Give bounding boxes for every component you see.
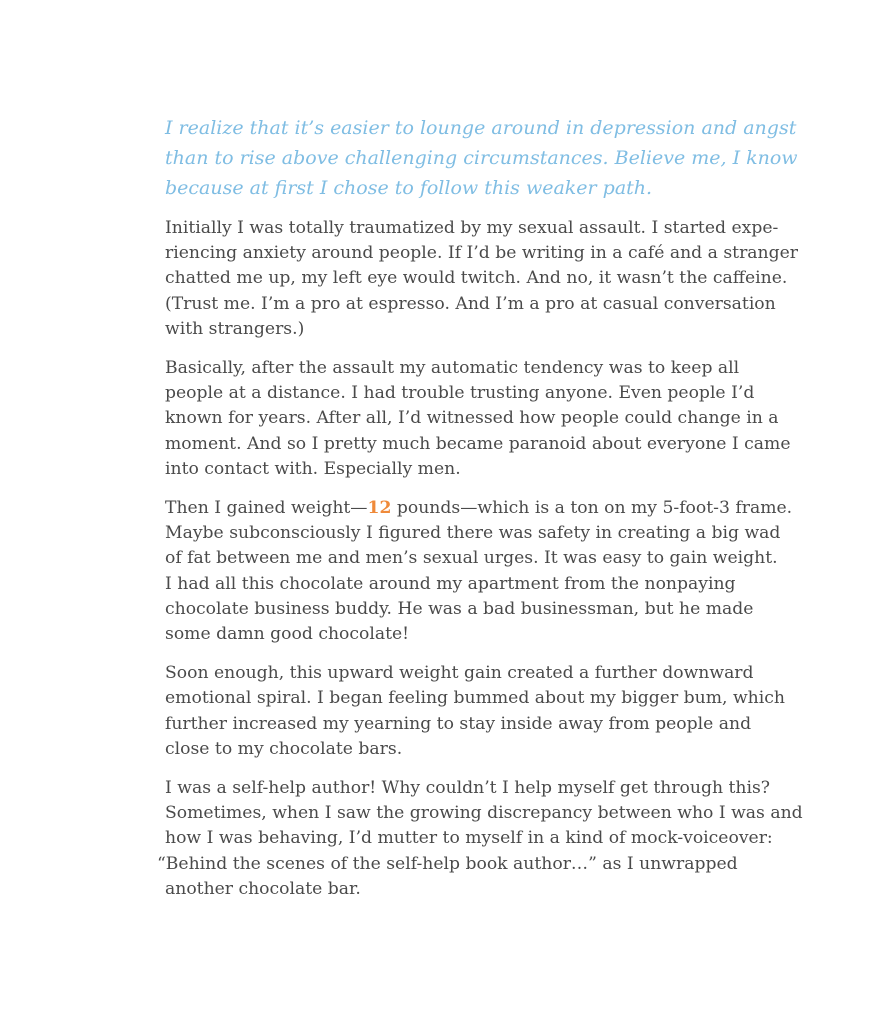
text-line: with strangers.) [165,318,305,339]
pull-quote-line: I realize that it’s easier to lounge around in depression and angst [165,117,797,139]
text-line: Sometimes, when I saw the growing discrepancy between who I was and [165,803,803,824]
text-line: “Behind the scenes of the self-help book author…” as I unwrapped [157,853,738,874]
pull-quote-line: because at first I chose to follow this weaker path. [165,177,653,199]
text-line: chatted me up, my left eye would twitch. And no, it wasn’t the caffeine. [165,268,788,289]
text-segment: Then I gained weight— [165,498,368,519]
text-segment: pounds—which is a ton on my 5-foot-3 frame. [391,498,793,519]
text-line: riencing anxiety around people. If I’d be writing in a café and a stranger [165,243,798,264]
text-line: known for years. After all, I’d witnessed how people could change in a [165,408,779,429]
paragraph-5 [157,776,815,902]
pull-quote [165,113,805,203]
text-line: (Trust me. I’m a pro at espresso. And I’m a pro at casual conversation [165,293,776,314]
text-line-first [165,496,815,521]
highlighted-number: 12 [367,498,392,519]
body-text [157,216,815,916]
text-line: emotional spiral. I began feeling bummed about my bigger bum, which [165,688,785,709]
paragraph-3 [165,496,815,647]
paragraph-1 [165,216,815,342]
text-line: Soon enough, this upward weight gain created a further downward [165,663,754,684]
text-line: some damn good chocolate! [165,624,410,645]
text-line: Maybe subconsciously I figured there was safety in creating a big wad [165,523,781,544]
text-line: further increased my yearning to stay inside away from people and [165,713,752,734]
text-line: of fat between me and men’s sexual urges. It was easy to gain weight. [165,548,778,569]
text-line: another chocolate bar. [165,878,361,899]
text-line: how I was behaving, I’d mutter to myself in a kind of mock-voiceover: [165,828,773,849]
text-line: Initially I was totally traumatized by my sexual assault. I started expe- [165,218,779,238]
text-line: I was a self-help author! Why couldn’t I help myself get through this? [165,778,771,799]
text-line: into contact with. Especially men. [165,458,461,479]
paragraph-2 [165,356,815,482]
text-line: chocolate business buddy. He was a bad businessman, but he made [165,598,754,619]
text-line: people at a distance. I had trouble trusting anyone. Even people I’d [165,383,755,404]
text-line: I had all this chocolate around my apartment from the nonpaying [165,573,736,594]
text-line: moment. And so I pretty much became paranoid about everyone I came [165,433,791,454]
text-line: Basically, after the assault my automatic tendency was to keep all [165,358,740,379]
text-line: close to my chocolate bars. [165,738,403,759]
paragraph-4 [165,661,815,762]
pull-quote-line: than to rise above challenging circumstances. Believe me, I know [165,147,798,169]
